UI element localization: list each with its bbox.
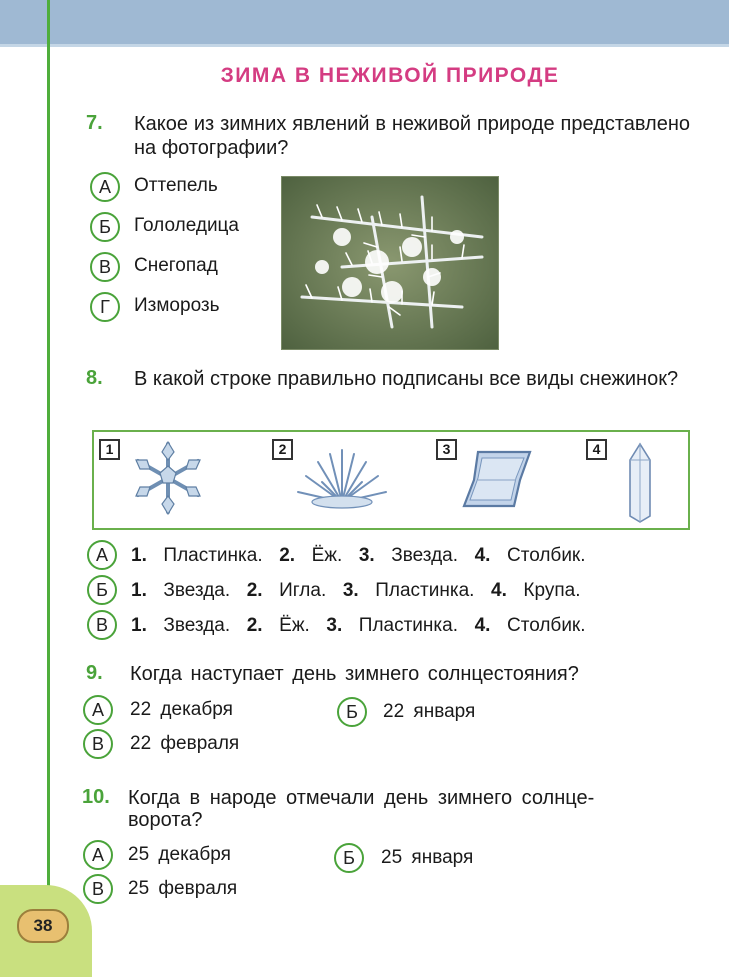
- q10-option-c-marker[interactable]: В: [83, 874, 113, 904]
- q9-option-c[interactable]: 22 февраля: [130, 733, 240, 754]
- q7-option-b-marker[interactable]: Б: [90, 212, 120, 242]
- q8-option-b-marker[interactable]: Б: [87, 575, 117, 605]
- q7-option-a-marker[interactable]: А: [90, 172, 120, 202]
- q7-option-d[interactable]: Изморозь: [134, 295, 220, 316]
- q7-option-a[interactable]: Оттепель: [134, 175, 218, 196]
- q8-text: В какой строке правильно подписаны все виды снежинок?: [134, 368, 679, 390]
- top-band-edge: [0, 44, 729, 47]
- snowflake-types-panel: [92, 430, 690, 530]
- q9-option-c-marker[interactable]: В: [83, 729, 113, 759]
- figure-4-label: 4: [586, 439, 607, 460]
- page-title: ЗИМА В НЕЖИВОЙ ПРИРОДЕ: [220, 64, 560, 87]
- q9-option-a-marker[interactable]: А: [83, 695, 113, 725]
- figure-3-label: 3: [436, 439, 457, 460]
- q7-number: 7.: [86, 112, 103, 134]
- q10-option-a[interactable]: 25 декабря: [128, 844, 231, 865]
- q10-option-b[interactable]: 25 января: [381, 847, 474, 868]
- q9-option-a[interactable]: 22 декабря: [130, 699, 233, 720]
- margin-line: [47, 0, 50, 977]
- q7-option-c-marker[interactable]: В: [90, 252, 120, 282]
- q10-text-line1: Когда в народе отмечали день зимнего солнце-: [128, 787, 595, 809]
- page-number: 38: [17, 909, 69, 943]
- q9-option-b[interactable]: 22 января: [383, 701, 476, 722]
- q7-option-d-marker[interactable]: Г: [90, 292, 120, 322]
- q8-option-c-marker[interactable]: В: [87, 610, 117, 640]
- column-snowflake-icon: [622, 440, 658, 524]
- q9-option-b-marker[interactable]: Б: [337, 697, 367, 727]
- plate-snowflake-icon: [456, 444, 540, 514]
- q8-option-c[interactable]: 1. Звезда. 2. Ёж. 3. Пластинка. 4. Столбик.: [131, 615, 586, 636]
- q9-text: Когда наступает день зимнего солнцестояния?: [130, 663, 579, 685]
- q9-number: 9.: [86, 662, 103, 684]
- top-band: [0, 0, 729, 44]
- q8-option-b[interactable]: 1. Звезда. 2. Игла. 3. Пластинка. 4. Крупа.: [131, 580, 581, 601]
- q10-option-c[interactable]: 25 февраля: [128, 878, 238, 899]
- q8-option-a-marker[interactable]: А: [87, 540, 117, 570]
- q10-number: 10.: [82, 786, 110, 808]
- q7-option-c[interactable]: Снегопад: [134, 255, 218, 276]
- q10-text-line2: ворота?: [128, 809, 203, 831]
- q8-option-a[interactable]: 1. Пластинка. 2. Ёж. 3. Звезда. 4. Столбик.: [131, 545, 586, 566]
- hoarfrost-photo: [281, 176, 499, 350]
- figure-2-label: 2: [272, 439, 293, 460]
- q7-option-b[interactable]: Гололедица: [134, 215, 240, 236]
- star-snowflake-icon: [130, 438, 206, 518]
- q7-text: Какое из зимних явлений в неживой природе представлено на фотографии?: [134, 113, 690, 159]
- q10-option-a-marker[interactable]: А: [83, 840, 113, 870]
- q10-option-b-marker[interactable]: Б: [334, 843, 364, 873]
- hedgehog-snowflake-icon: [294, 446, 390, 510]
- q8-number: 8.: [86, 367, 103, 389]
- figure-1-label: 1: [99, 439, 120, 460]
